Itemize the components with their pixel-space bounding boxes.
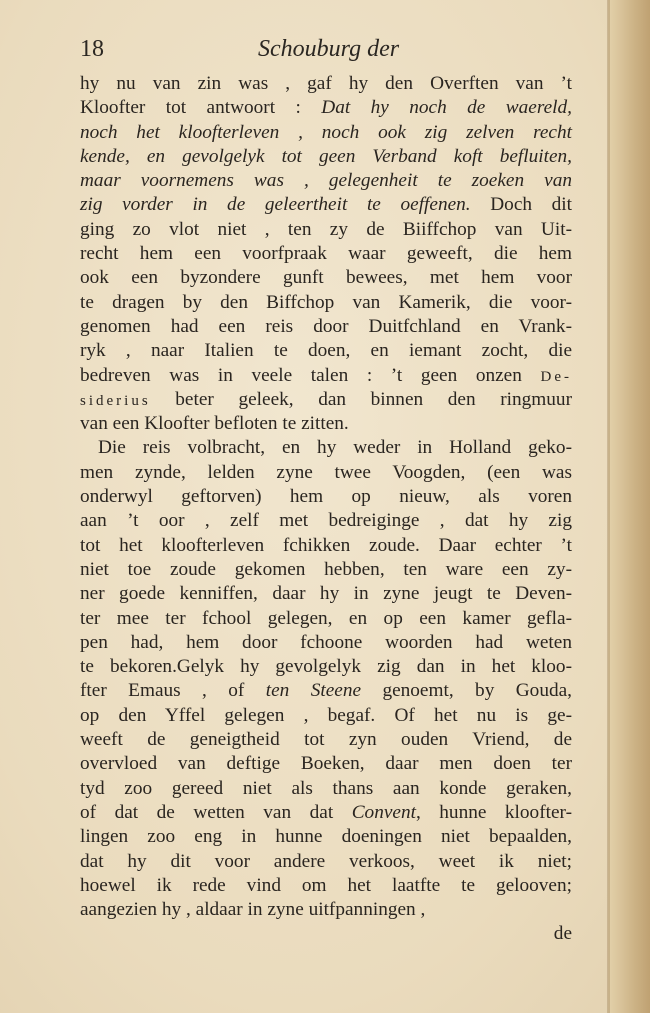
text-line: [80, 607, 572, 631]
page-gutter-edge: [607, 0, 610, 1013]
text-line: [80, 850, 572, 874]
text-segment: te bekoren.Gelyk hy gevolgelyk zig dan in het kloo-: [80, 656, 572, 678]
text-line: [80, 534, 572, 558]
small-caps-name: siderius: [80, 392, 151, 409]
text-segment: Die reis volbracht, en hy weder in Holland geko-: [98, 437, 572, 459]
italic-text: maar voornemens was , gelegenheit te zoeken van: [80, 170, 572, 192]
text-line: [80, 242, 572, 266]
small-caps-name: De-: [540, 368, 572, 385]
italic-text: Dat hy noch de waereld,: [321, 97, 572, 119]
text-line: [80, 752, 572, 776]
text-segment: ner goede kenniffen, daar hy in zyne jeugt te Deven-: [80, 583, 572, 605]
text-line: [80, 436, 572, 460]
text-line: [80, 679, 572, 703]
text-line: [80, 291, 572, 315]
text-line: [80, 485, 572, 509]
catchword: [80, 922, 572, 946]
text-segment: ging zo vlot niet , ten zy de Biiffchop van Uit-: [80, 218, 572, 240]
text-segment: pen had, hem door fchoone woorden had weten: [80, 631, 572, 653]
text-segment: tot het kloofterleven fchikken zoude. Daar echter ’t: [80, 534, 572, 556]
text-segment: hoewel ik rede vind om het laatfte te gelooven;: [80, 874, 572, 896]
text-segment: fter Emaus , of: [80, 680, 266, 702]
text-line: [80, 388, 572, 412]
text-segment: ter mee ter fchool gelegen, en op een kamer gefla-: [80, 607, 572, 629]
text-segment: hy nu van zin was , gaf hy den Overften van ’t: [80, 73, 572, 94]
text-segment: , hunne kloofter-: [415, 801, 572, 823]
text-segment: bedreven was in veele talen : ’t geen onzen: [80, 364, 541, 386]
italic-text: noch het kloofterleven , noch ook zig zelven recht: [80, 121, 572, 143]
italic-text: ten Steene: [265, 680, 362, 702]
italic-text: Convent: [351, 801, 416, 823]
page-number: 18: [80, 36, 104, 62]
text-line: [80, 193, 572, 217]
text-segment: Doch dit: [470, 194, 572, 216]
text-segment: de: [553, 923, 572, 945]
page-header: [80, 36, 570, 66]
text-line: [80, 461, 572, 485]
text-segment: niet toe zoude gekomen hebben, ten ware een zy-: [80, 558, 572, 580]
text-line: [80, 874, 572, 898]
text-segment: aangezien hy , aldaar in zyne uitfpanningen ,: [80, 899, 426, 921]
text-segment: lingen zoo eng in hunne doeningen niet bepaalden,: [80, 826, 572, 848]
running-title: Schouburg der: [258, 36, 400, 62]
text-line: [80, 777, 572, 801]
text-segment: weeft de geneigtheid tot zyn ouden Vriend, de: [80, 729, 572, 751]
page-gutter: [608, 0, 650, 1013]
text-segment: tyd zoo gereed niet als thans aan konde geraken,: [80, 777, 572, 799]
italic-text: zig vorder in de geleertheit te oeffenen.: [80, 194, 471, 216]
text-segment: of dat de wetten van dat: [80, 801, 352, 823]
text-line: [80, 631, 572, 655]
text-line: [80, 704, 572, 728]
text-line: [80, 898, 572, 922]
text-segment: van een Kloofter befloten te zitten.: [80, 413, 349, 435]
text-line: [80, 825, 572, 849]
body-text: [80, 72, 572, 947]
text-line: [80, 145, 572, 169]
text-segment: genoemt, by Gouda,: [361, 680, 572, 702]
text-line: [80, 169, 572, 193]
text-segment: dat hy dit voor andere verkoos, weet ik niet;: [80, 850, 572, 872]
text-segment: te dragen by den Biffchop van Kamerik, die voor-: [80, 291, 572, 313]
text-segment: beter geleek, dan binnen den ringmuur: [150, 388, 572, 410]
text-line: [80, 72, 572, 96]
text-line: [80, 655, 572, 679]
text-segment: recht hem een voorfpraak waar geweeft, die hem: [80, 243, 572, 265]
text-line: [80, 558, 572, 582]
italic-text: kende, en gevolgelyk tot geen Verband koft befluiten,: [80, 145, 572, 167]
text-segment: aan ’t oor , zelf met bedreiginge , dat hy zig: [80, 510, 572, 532]
text-line: [80, 364, 572, 388]
text-segment: op den Yffel gelegen , begaf. Of het nu is ge-: [80, 704, 572, 726]
text-line: [80, 315, 572, 339]
text-line: [80, 509, 572, 533]
text-segment: Kloofter tot antwoort :: [80, 97, 322, 119]
text-line: [80, 96, 572, 120]
text-segment: ryk , naar Italien te doen, en iemant zocht, die: [80, 340, 572, 362]
text-line: [80, 582, 572, 606]
text-segment: ook een byzondere gunft bewees, met hem voor: [80, 267, 572, 289]
text-segment: overvloed van deftige Boeken, daar men doen ter: [80, 753, 572, 775]
text-line: [80, 121, 572, 145]
text-segment: genomen had een reis door Duitfchland en Vrank-: [80, 315, 572, 337]
text-line: [80, 218, 572, 242]
text-line: [80, 266, 572, 290]
text-line: [80, 801, 572, 825]
text-line: [80, 728, 572, 752]
text-line: [80, 339, 572, 363]
text-segment: men zynde, lelden zyne twee Voogden, (een was: [80, 461, 572, 483]
text-segment: onderwyl geftorven) hem op nieuw, als voren: [80, 486, 572, 508]
text-line: [80, 412, 572, 436]
